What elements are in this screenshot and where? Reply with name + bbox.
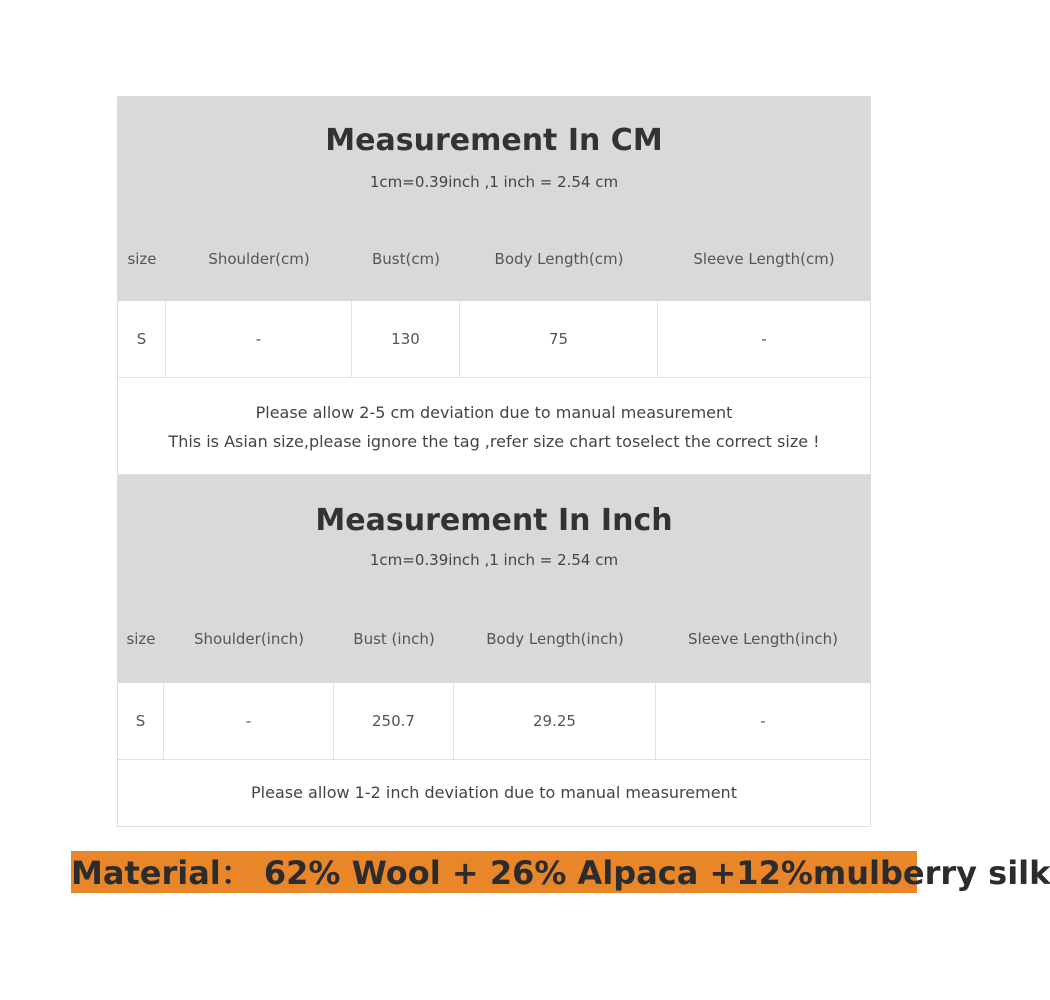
cm-section-header [118, 97, 870, 301]
cm-header-sleeve-length: Sleeve Length(cm) [693, 250, 835, 268]
inch-deviation-note: Please allow 1-2 inch deviation due to manual measurement [251, 783, 737, 802]
cm-header-size: size [127, 250, 157, 268]
cm-column-headers [118, 239, 870, 279]
inch-cell-bust: 250.7 [334, 683, 454, 759]
inch-cell-sleeve-length: - [760, 712, 766, 730]
cm-cell-bust: 130 [352, 301, 460, 377]
inch-section-header [118, 475, 870, 683]
table-row [118, 683, 870, 760]
cm-cell-size: S [118, 301, 166, 377]
inch-cell-body-length: 29.25 [454, 683, 656, 759]
cm-header-bust: Bust(cm) [371, 250, 441, 268]
cm-section-title: Measurement In CM [325, 123, 663, 158]
cm-deviation-note [118, 378, 870, 475]
cm-cell-body-length: 75 [460, 301, 658, 377]
cm-cell-shoulder: - [166, 301, 352, 377]
inch-header-body-length: Body Length(inch) [486, 630, 624, 648]
inch-header-sleeve-length: Sleeve Length(inch) [688, 630, 838, 648]
cm-header-shoulder: Shoulder(cm) [208, 250, 310, 268]
inch-header-size: size [126, 630, 156, 648]
inch-cell-shoulder: - [164, 683, 334, 759]
cm-note-line-2: This is Asian size,please ignore the tag ,refer size chart toselect the correct size ! [168, 432, 820, 451]
inch-cell-size: S [118, 683, 164, 759]
inch-header-shoulder: Shoulder(inch) [194, 630, 304, 648]
size-chart [117, 96, 871, 827]
material-banner: Material： 62% Wool + 26% Alpaca +12%mulberry silk [71, 851, 917, 893]
inch-section-title: Measurement In Inch [315, 503, 673, 538]
cm-note-line-1: Please allow 2-5 cm deviation due to manual measurement [255, 403, 733, 422]
inch-header-bust: Bust (inch) [353, 630, 435, 648]
cm-header-body-length: Body Length(cm) [494, 250, 624, 268]
cm-cell-sleeve-length: - [761, 330, 767, 348]
cm-section-subtitle: 1cm=0.39inch ,1 inch = 2.54 cm [369, 173, 619, 191]
inch-column-headers [118, 619, 870, 659]
table-row [118, 301, 870, 378]
inch-section-subtitle: 1cm=0.39inch ,1 inch = 2.54 cm [369, 551, 619, 569]
